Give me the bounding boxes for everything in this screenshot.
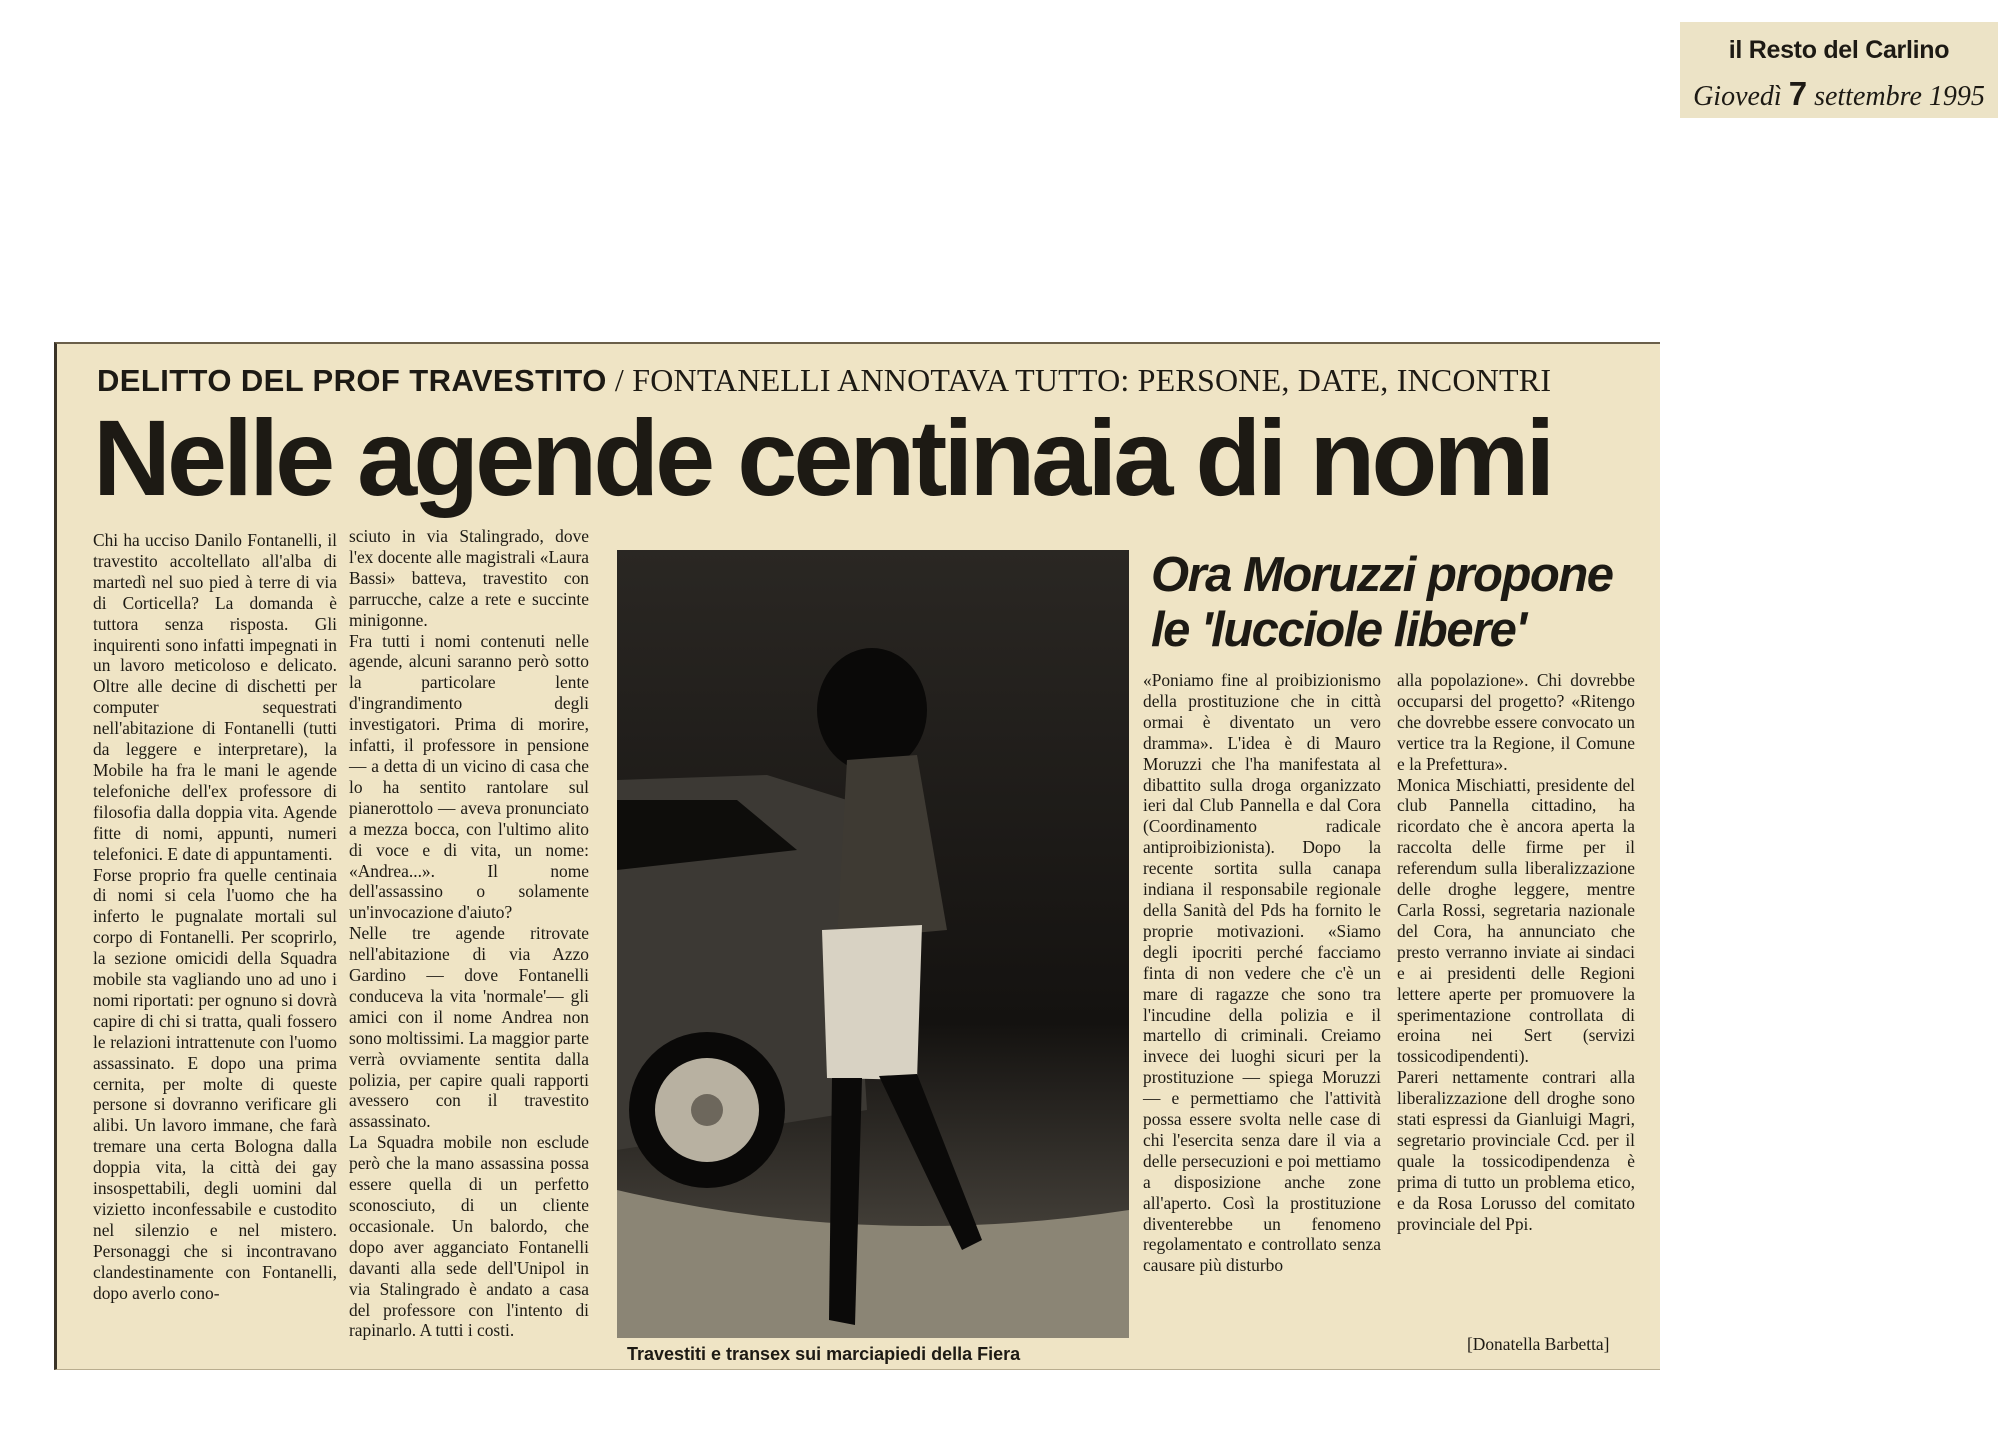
paragraph: Forse proprio fra quelle centinaia di nomi si cela l'uomo che ha inferto le pugnalate mortali sul corpo di Fontanelli. Per scoprirlo, la sezione omicidi della Squadra mobile sta vagliando uno ad uno i nomi riportati: per ognuno si dovrà capire di chi si tratta, quali fossero le relazioni intrattenute con l'uomo assassinato. E dopo una prima cernita, per molte di queste persone si dovranno verificare gli alibi. Un lavoro immane, che farà tremare una certa Bologna dalla doppia vita, la città dei gay insospettabili, degli uomini dal vizietto inconfessabile e custodito nel silenzio e nel mistero. Personaggi che si incontravano clandestinamente con Fontanelli, dopo averlo cono-	[93, 864, 337, 1303]
column-4	[1397, 670, 1635, 1234]
night-street-photo	[617, 550, 1129, 1338]
paragraph: Nelle tre agende ritrovate nell'abitazione di via Azzo Gardino — dove Fontanelli conduceva la vita 'normale'— gli amici con il nome Andrea non sono moltissimi. La maggior parte verrà ovviamente sentita dalla polizia, per capire quali rapporti avessero con il travestito assassinato.	[349, 923, 589, 1132]
column-2	[349, 526, 589, 1341]
kicker-topic: DELITTO DEL PROF TRAVESTITO	[97, 363, 607, 398]
date-day: 7	[1788, 75, 1808, 112]
photo-caption: Travestiti e transex sui marciapiedi della Fiera	[627, 1344, 1021, 1364]
newspaper-masthead	[1680, 22, 1998, 118]
paragraph: sciuto in via Stalingrado, dove l'ex docente alle magistrali «Laura Bassi» batteva, travestito con parrucche, calze a rete e succinte minigonne.	[349, 526, 589, 630]
paragraph: La Squadra mobile non esclude però che la mano assassina possa essere quella di un perfetto sconosciuto, di un cliente occasionale. Un balordo, che dopo aver agganciato Fontanelli davanti alla sede dell'Unipol in via Stalingrado è andato a casa del professore con l'intento di rapinarlo. A tutti i costi.	[349, 1132, 589, 1341]
newspaper-clipping	[54, 342, 1660, 1370]
sidebar-headline: Ora Moruzzi propone le 'lucciole libere'	[1151, 548, 1613, 657]
column-3	[1143, 670, 1381, 1276]
kicker-summary: / FONTANELLI ANNOTAVA TUTTO: PERSONE, DATE, INCONTRI	[606, 362, 1552, 398]
paragraph: alla popolazione». Chi dovrebbe occuparsi del progetto? «Ritengo che dovrebbe essere convocato un vertice tra la Regione, il Comune e la Prefettura».	[1397, 670, 1635, 774]
date-weekday: Giovedì	[1693, 81, 1782, 112]
paragraph: «Poniamo fine al proibizionismo della prostituzione che in città ormai è diventato un vero dramma». L'idea è di Mauro Moruzzi che l'ha manifestata al dibattito sulla droga organizzato ieri dal Club Pannella e dal Cora (Coordinamento radicale antiproibizionista). Dopo la recente sortita sulla canapa indiana il responsabile regionale della Sanità del Pds ha fornito le proprie motivazioni. «Siamo degli ipocriti perché facciamo finta di non vedere che c'è un mare di ragazze che sono tra l'incudine della polizia e il martello di criminali. Creiamo invece dei luoghi sicuri per la prostituzione — spiega Moruzzi — e permettiamo che l'attività possa essere svolta nelle case di chi l'esercita senza dare il via a delle persecuzioni e poi mettiamo a disposizione anche zone all'aperto. Così la prostituzione diventerebbe un fenomeno regolamentato e controllato senza causare più disturbo	[1143, 670, 1381, 1276]
publication-date	[1680, 75, 1998, 113]
article-photo	[617, 550, 1129, 1338]
headline: Nelle agende centinaia di nomi	[93, 397, 1552, 518]
newspaper-name: il Resto del Carlino	[1728, 36, 1950, 64]
byline: [Donatella Barbetta]	[1467, 1334, 1610, 1354]
paragraph: Monica Mischiatti, presidente del club Pannella cittadino, ha ricordato che è ancora aperta la raccolta delle firme per il referendum sulla liberalizzazione delle droghe leggere, mentre Carla Rossi, segretaria nazionale del Cora, ha annunciato che presto verranno inviate ai sindaci e ai presidenti delle Regioni lettere aperte per promuovere la sperimentazione controllata di eroina nei Sert (servizi tossicodipendenti).	[1397, 774, 1635, 1067]
column-1	[93, 530, 337, 1304]
paragraph: Fra tutti i nomi contenuti nelle agende, alcuni saranno però sotto la particolare lente d'ingrandimento degli investigatori. Prima di morire, infatti, il professore in pensione — a detta di un vicino di casa che lo ha sentito rantolare sul pianerottolo — aveva pronunciato a mezza bocca, con l'ultimo alito di voce e di vita, un nome: «Andrea...». Il nome dell'assassino o solamente un'invocazione d'aiuto?	[349, 630, 589, 923]
date-month-year: settembre 1995	[1814, 81, 1985, 112]
kicker	[97, 362, 1551, 399]
paragraph: Chi ha ucciso Danilo Fontanelli, il travestito accoltellato all'alba di martedì nel suo pied à terre di via di Corticella? La domanda è tuttora senza risposta. Gli inquirenti sono infatti impegnati in un lavoro meticoloso e delicato. Oltre alle decine di dischetti per computer sequestrati nell'abitazione di Fontanelli (tutti da leggere e interpretare), la Mobile ha fra le mani le agende telefoniche dell'ex professore di filosofia dalla doppia vita. Agende fitte di nomi, appunti, numeri telefonici. E date di appuntamenti.	[93, 530, 337, 864]
paragraph: Pareri nettamente contrari alla liberalizzazione dell droghe sono stati espressi da Gianluigi Magri, segretario provinciale Ccd. per il quale la tossicodipendenza è prima di tutto un problema etico, e da Rosa Lorusso del comitato provinciale del Ppi.	[1397, 1067, 1635, 1234]
